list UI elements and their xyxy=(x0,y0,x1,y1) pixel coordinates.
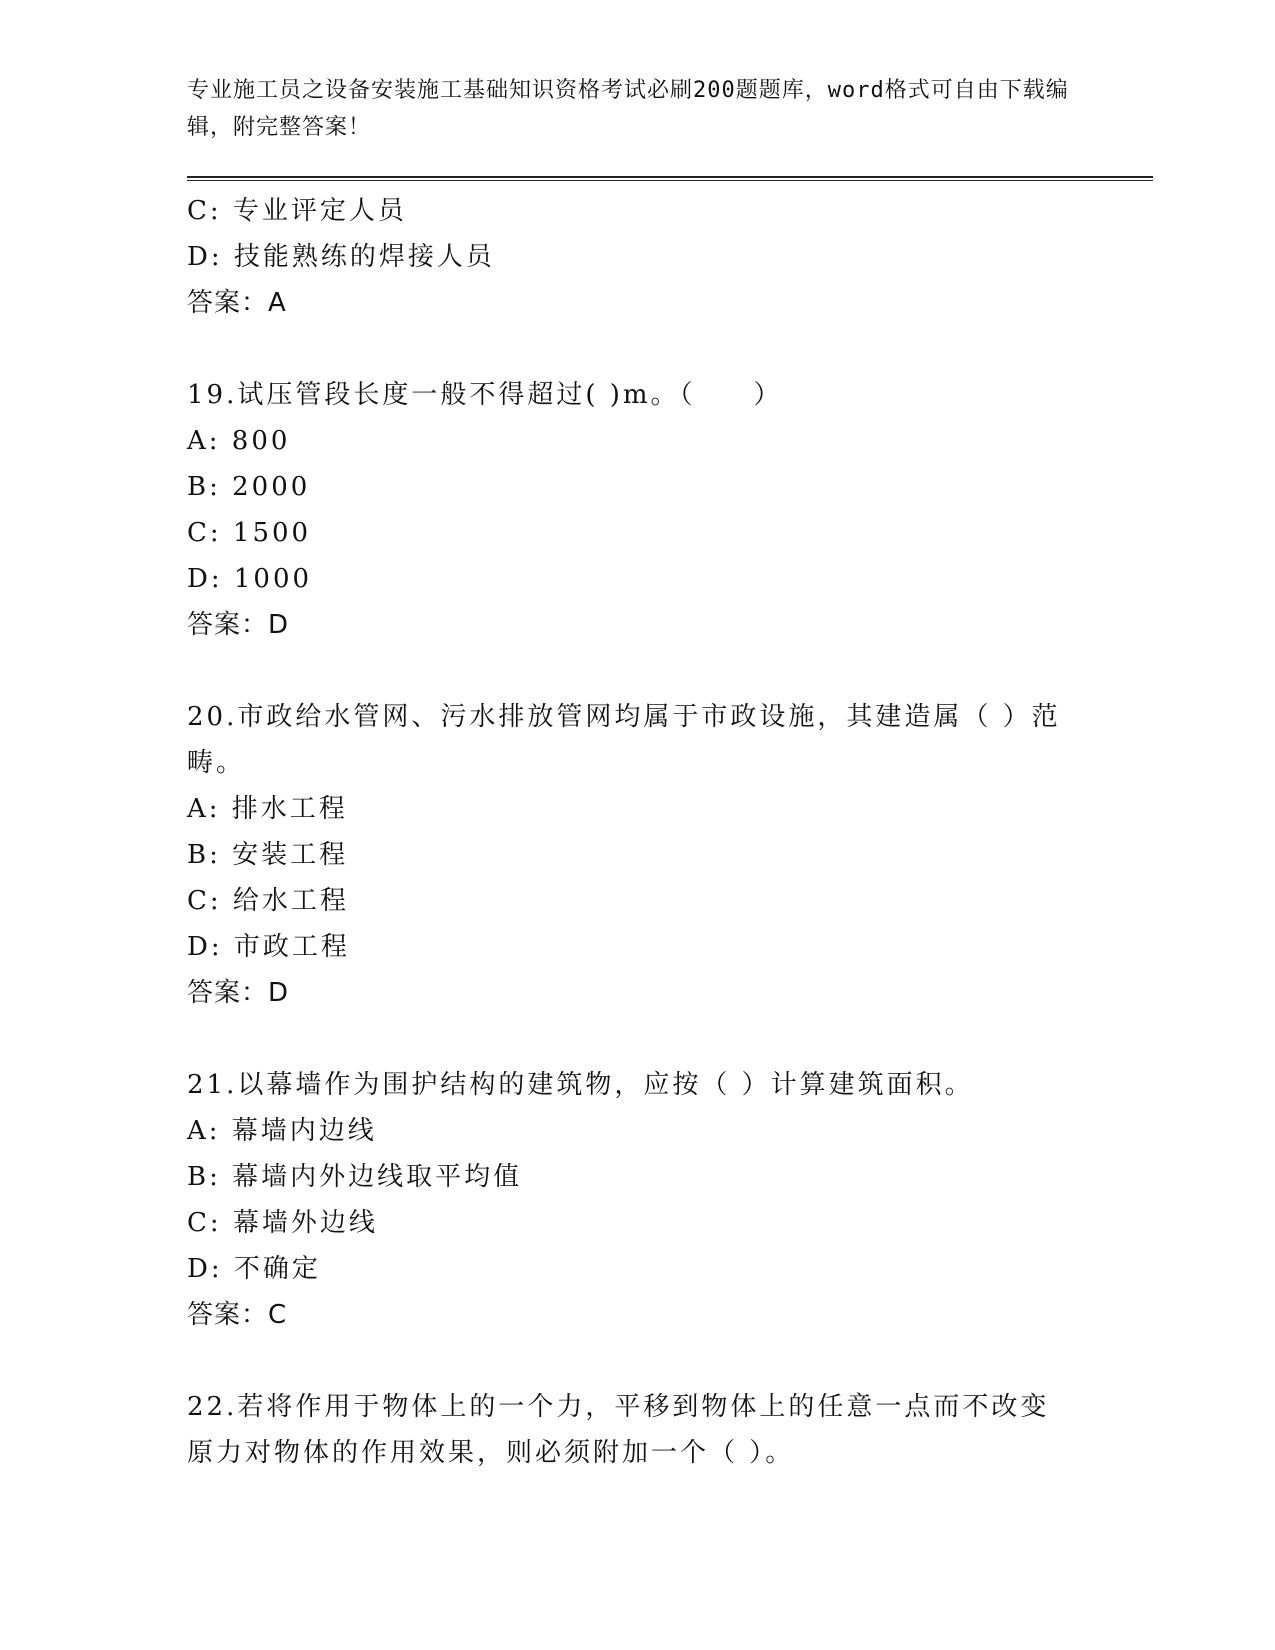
question-text: 21.以幕墙作为围护结构的建筑物，应按（ ）计算建筑面积。 xyxy=(187,1070,974,1100)
question-21 xyxy=(187,1062,1087,1338)
answer: 答案：C xyxy=(187,1300,288,1330)
option-d: D: 市政工程 xyxy=(187,932,350,962)
option-c: C: 幕墙外边线 xyxy=(187,1208,378,1238)
page-header xyxy=(187,72,1087,146)
option-b: B: 安装工程 xyxy=(187,840,349,870)
option-a: A: 800 xyxy=(187,426,291,456)
option-b: B: 幕墙内外边线取平均值 xyxy=(187,1162,523,1192)
option-a: A: 幕墙内边线 xyxy=(187,1116,377,1146)
question-18-tail xyxy=(187,188,1087,326)
option-c: C: 1500 xyxy=(187,518,312,548)
spacer xyxy=(187,648,1087,694)
spacer xyxy=(187,1016,1087,1062)
option-c: C: 给水工程 xyxy=(187,886,349,916)
option-d: D: 1000 xyxy=(187,564,313,594)
answer: 答案：D xyxy=(187,978,290,1008)
question-text: 22.若将作用于物体上的一个力，平移到物体上的任意一点而不改变原力对物体的作用效果，则必须附加一个（ ）。 xyxy=(187,1392,1050,1468)
question-19 xyxy=(187,372,1087,648)
question-22 xyxy=(187,1384,1087,1476)
question-text: 20.市政给水管网、污水排放管网均属于市政设施，其建造属（ ）范畴。 xyxy=(187,702,1061,778)
question-list xyxy=(187,188,1087,1476)
option-a: A: 排水工程 xyxy=(187,794,348,824)
answer: 答案：A xyxy=(187,288,287,318)
document-title: 专业施工员之设备安装施工基础知识资格考试必刷200题题库，word格式可自由下载编辑，附完整答案！ xyxy=(187,78,1069,140)
spacer xyxy=(187,326,1087,372)
option-d: D: 技能熟练的焊接人员 xyxy=(187,242,495,272)
option-b: B: 2000 xyxy=(187,472,311,502)
question-text: 19.试压管段长度一般不得超过( )m。（ ） xyxy=(187,380,783,410)
spacer xyxy=(187,1338,1087,1384)
header-divider xyxy=(187,176,1153,181)
option-d: D: 不确定 xyxy=(187,1254,321,1284)
answer: 答案：D xyxy=(187,610,290,640)
option-c: C: 专业评定人员 xyxy=(187,196,407,226)
question-20 xyxy=(187,694,1087,1016)
